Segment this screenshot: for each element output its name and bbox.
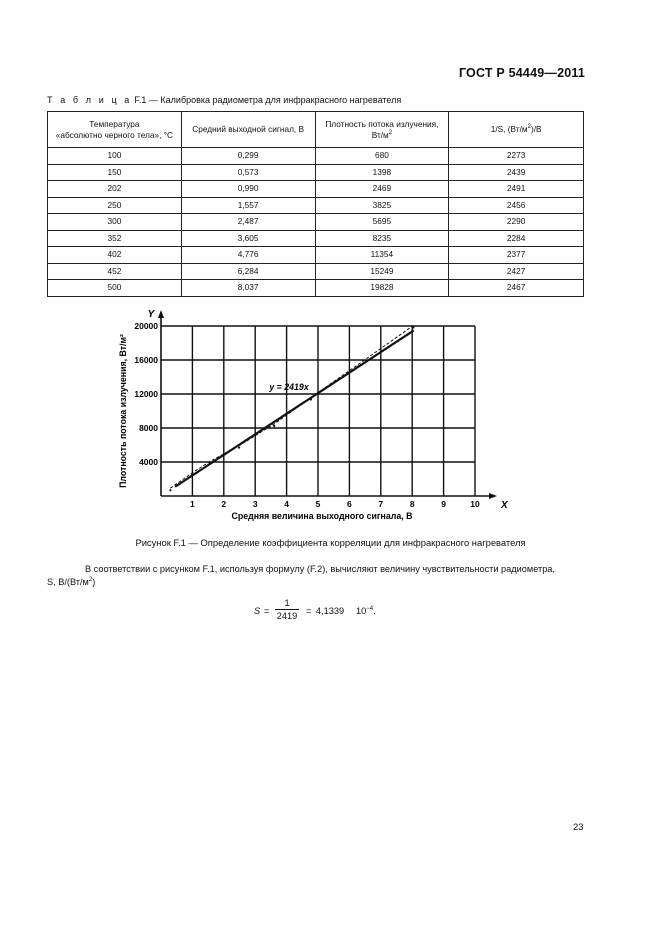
data-point	[238, 446, 240, 448]
formula-exponent: −4	[366, 605, 374, 612]
x-axis-arrow	[489, 493, 497, 499]
table-cell: 402	[48, 247, 182, 264]
table-cell: 6,284	[181, 263, 315, 280]
formula-base: 10	[356, 606, 367, 616]
table-row	[48, 148, 584, 165]
table-row	[48, 280, 584, 297]
header-signal-label: Средний выходной сигнал, В	[192, 124, 305, 134]
header-inverse-sensitivity	[449, 112, 584, 148]
table-cell: 19828	[315, 280, 449, 297]
table-cell: 2467	[449, 280, 584, 297]
table-cell: 1,557	[181, 197, 315, 214]
table-cell: 1398	[315, 164, 449, 181]
table-cell: 2290	[449, 214, 584, 231]
header-temperature	[48, 112, 182, 148]
header-temperature-line2: «абсолютно черного тела», °С	[55, 129, 174, 140]
data-point	[209, 462, 211, 464]
y-axis-arrow	[158, 310, 164, 318]
table-cell: 15249	[315, 263, 449, 280]
document-header: ГОСТ Р 54449—2011	[458, 66, 585, 80]
formula-lhs: S	[254, 606, 261, 616]
x-tick-label: 1	[190, 499, 195, 509]
table-cell: 0,299	[181, 148, 315, 165]
table-cell: 5695	[315, 214, 449, 231]
table-row	[48, 181, 584, 198]
data-point	[178, 483, 180, 485]
x-tick-label: 6	[347, 499, 352, 509]
table-title	[47, 95, 401, 105]
table-cell: 4,776	[181, 247, 315, 264]
table-cell: 352	[48, 230, 182, 247]
x-tick-label: 10	[470, 499, 480, 509]
table-cell: 8,037	[181, 280, 315, 297]
page-number: 23	[573, 822, 584, 833]
data-point	[310, 398, 312, 400]
table-row	[48, 214, 584, 231]
header-flux-line1: Плотность потока излучения,	[325, 118, 439, 129]
table-cell: 100	[48, 148, 182, 165]
formula-power	[356, 606, 376, 616]
formula-numerator: 1	[275, 598, 299, 610]
x-axis-title: Средняя величина выходного сигнала, В	[231, 511, 413, 521]
table-cell: 11354	[315, 247, 449, 264]
x-tick-label: 7	[378, 499, 384, 509]
y-axis-title: Плотность потока излучения, Вт/м²	[118, 334, 128, 488]
table-row	[48, 263, 584, 280]
y-axis-letter: Y	[147, 309, 155, 320]
y-tick-label: 12000	[134, 389, 158, 399]
chart-svg	[110, 306, 520, 531]
paragraph-line2-sup: 2	[88, 576, 93, 583]
header-inv-post: )/В	[530, 124, 542, 134]
fit-annotation: y = 2419x	[269, 382, 309, 393]
data-series-line	[170, 325, 413, 488]
table-body	[48, 148, 584, 297]
table-row	[48, 197, 584, 214]
header-inv-pre: 1/S, (Вт/м	[490, 124, 528, 134]
y-tick-label: 16000	[134, 355, 158, 365]
data-point	[191, 474, 193, 476]
table-cell: 0,573	[181, 164, 315, 181]
x-tick-label: 8	[409, 499, 415, 509]
formula-end: .	[373, 606, 376, 616]
table-row	[48, 247, 584, 264]
data-point	[412, 326, 414, 328]
table-cell: 2273	[449, 148, 584, 165]
body-paragraph	[47, 563, 587, 589]
table-cell: 8235	[315, 230, 449, 247]
table-header-row	[48, 112, 584, 148]
header-flux-sup: 2	[388, 129, 393, 136]
calibration-table	[47, 111, 584, 297]
paragraph-line1: В соответствии с рисунком F.1, используя формулу (F.2), вычисляют величину чувствительности радиометра,	[85, 564, 555, 574]
formula-fraction	[275, 598, 299, 621]
x-tick-label: 4	[284, 499, 289, 509]
table-cell: 3825	[315, 197, 449, 214]
header-inv-sup: 2	[527, 124, 531, 131]
x-tick-label: 2	[221, 499, 227, 509]
table-title-text: F.1 — Калибровка радиометра для инфракрасного нагревателя	[131, 95, 402, 105]
y-tick-label: 4000	[139, 457, 158, 467]
table-cell: 2456	[449, 197, 584, 214]
x-tick-label: 3	[252, 499, 258, 509]
formula-value: 4,1339	[316, 606, 345, 616]
header-temperature-line1: Температура	[89, 118, 140, 129]
table-row	[48, 230, 584, 247]
formula-equals: =	[264, 606, 270, 616]
table-cell: 452	[48, 263, 182, 280]
paragraph-line2-pre: S, В/(Вт/м	[47, 577, 89, 587]
table-cell: 300	[48, 214, 182, 231]
table-cell: 680	[315, 148, 449, 165]
data-point	[273, 425, 275, 427]
table-cell: 2491	[449, 181, 584, 198]
table-cell: 2427	[449, 263, 584, 280]
data-point	[169, 489, 171, 491]
calibration-chart	[110, 306, 520, 531]
header-flux-line2: Вт/м	[371, 129, 389, 140]
table-cell: 500	[48, 280, 182, 297]
formula-denominator: 2419	[276, 611, 298, 621]
paragraph-line2-post: )	[92, 577, 96, 587]
header-signal	[181, 112, 315, 148]
table-cell: 3,605	[181, 230, 315, 247]
x-tick-label: 9	[441, 499, 446, 509]
table-cell: 250	[48, 197, 182, 214]
x-axis-letter: X	[501, 500, 508, 511]
header-flux	[315, 112, 449, 148]
y-tick-label: 20000	[134, 321, 158, 331]
table-cell: 2284	[449, 230, 584, 247]
formula-equals-2: =	[306, 606, 312, 616]
table-cell: 2377	[449, 247, 584, 264]
table-title-prefix: Т а б л и ц а	[47, 95, 132, 105]
table-cell: 2,487	[181, 214, 315, 231]
y-tick-label: 8000	[139, 423, 158, 433]
table-cell: 202	[48, 181, 182, 198]
table-cell: 0,990	[181, 181, 315, 198]
data-point	[357, 365, 359, 367]
table-cell: 150	[48, 164, 182, 181]
table-cell: 2469	[315, 181, 449, 198]
table-cell: 2439	[449, 164, 584, 181]
figure-caption: Рисунок F.1 — Определение коэффициента корреляции для инфракрасного нагревателя	[135, 537, 526, 548]
x-tick-label: 5	[315, 499, 321, 509]
table-row	[48, 164, 584, 181]
